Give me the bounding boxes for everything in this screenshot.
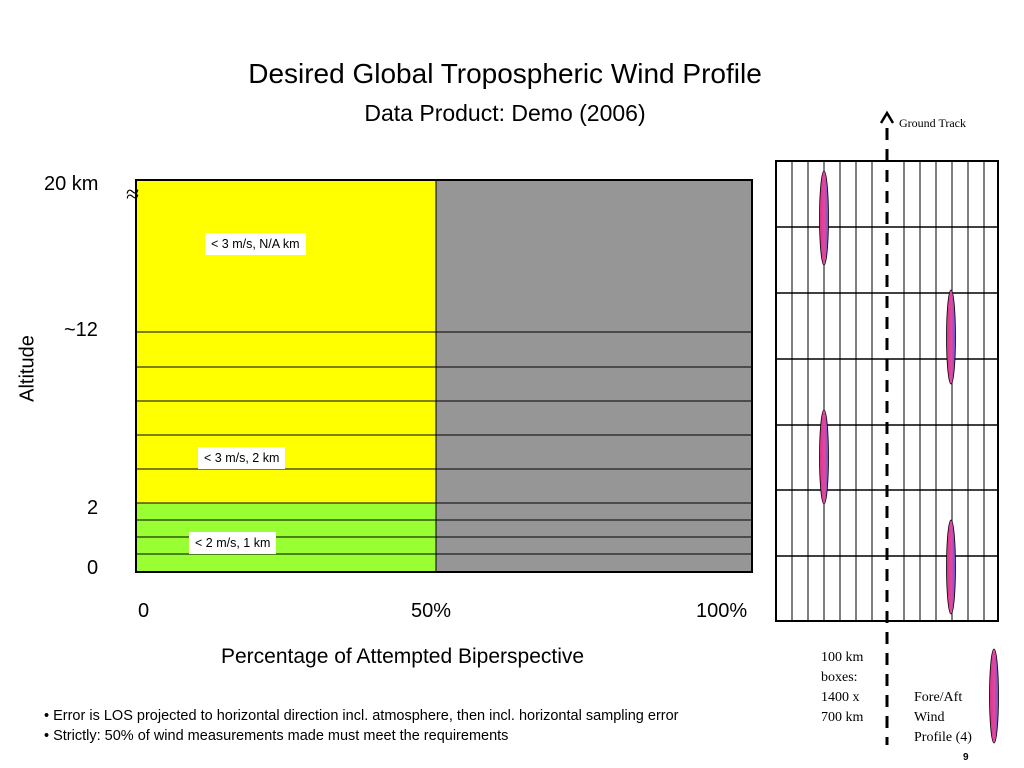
y-tick-0: 0 <box>87 557 99 579</box>
slide-title: Desired Global Tropospheric Wind Profile <box>248 58 762 89</box>
note-error: • Error is LOS projected to horizontal direction incl. atmosphere, then incl. horizontal sampling error <box>44 708 679 724</box>
note-requirement: • Strictly: 50% of wind measurements made must meet the requirements <box>44 728 509 744</box>
legend-wind-profile-marker <box>990 649 999 743</box>
y-tick-20km: 20 km <box>44 173 99 195</box>
wind-profile-marker <box>947 520 956 614</box>
wind-profile-marker <box>947 290 956 384</box>
y-axis-label: Altitude <box>16 335 39 402</box>
slide-subtitle: Data Product: Demo (2006) <box>364 100 646 126</box>
y-tick-12: ~12 <box>64 319 98 341</box>
x-tick-100: 100% <box>696 600 748 622</box>
ground-track-arrow-icon <box>881 113 893 123</box>
region-label-upper: < 3 m/s, N/A km <box>205 233 306 255</box>
boxes-label-line: 100 km <box>821 650 864 665</box>
page-number: 9 <box>963 752 969 763</box>
x-tick-50: 50% <box>411 600 452 622</box>
legend-label-line: Fore/Aft <box>914 690 963 705</box>
boxes-label <box>821 648 863 728</box>
x-tick-0: 0 <box>138 600 150 622</box>
wind-profile-marker <box>820 171 829 265</box>
legend-label-line: Wind <box>914 710 945 725</box>
gray-region <box>436 180 752 572</box>
wind-profile-marker <box>820 410 829 504</box>
axis-break-icon: ≈ <box>126 182 140 208</box>
boxes-label-line: boxes: <box>821 670 858 685</box>
region-label-middle: < 3 m/s, 2 km <box>198 447 285 469</box>
boxes-label-line: 700 km <box>821 710 864 725</box>
ground-track-label: Ground Track <box>899 116 967 130</box>
ground-track-grid <box>776 113 999 745</box>
legend-label <box>914 688 972 748</box>
x-axis-label: Percentage of Attempted Biperspective <box>221 645 585 668</box>
region-label-lower: < 2 m/s, 1 km <box>189 532 276 554</box>
boxes-label-line: 1400 x <box>821 690 860 705</box>
yellow-region <box>136 180 436 503</box>
legend-label-line: Profile (4) <box>914 730 972 745</box>
y-tick-2: 2 <box>87 497 99 519</box>
